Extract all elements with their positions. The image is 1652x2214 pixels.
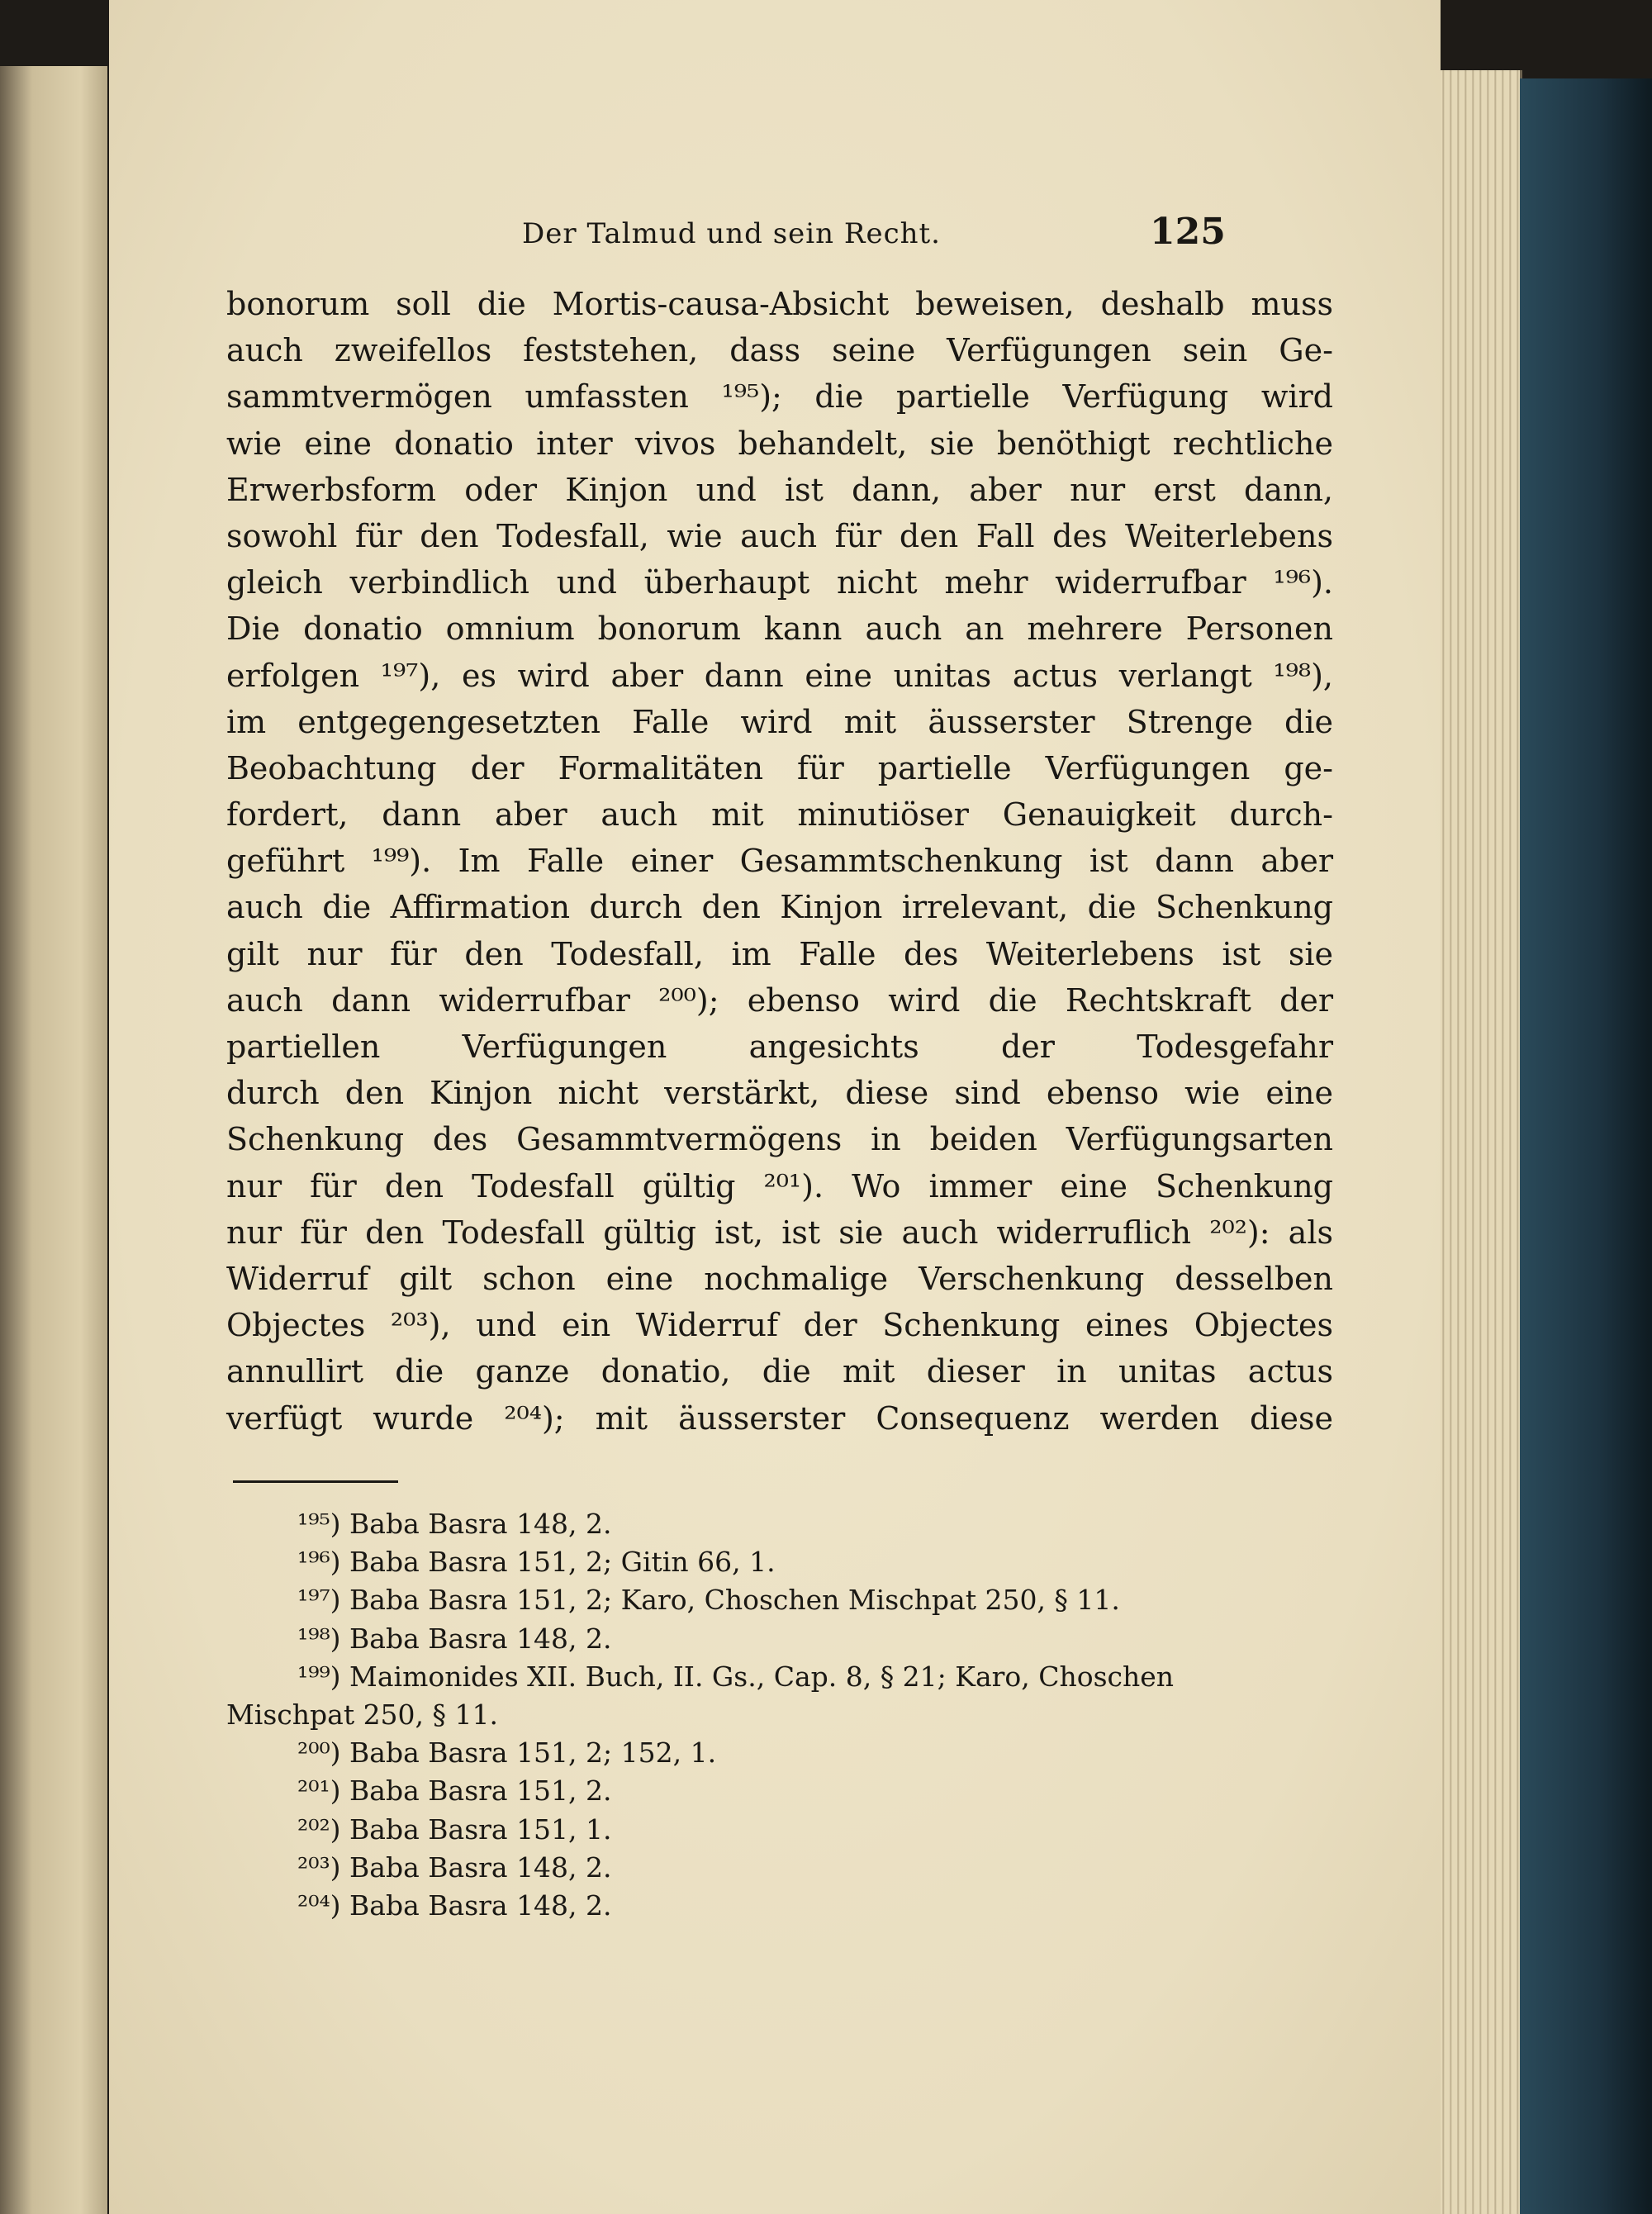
footnotes (226, 1505, 1333, 1925)
text-line: sowohl für den Todesfall, wie auch für den Fall des Weiterlebens (226, 517, 1333, 554)
footnote: ²⁰³) Baba Basra 148, 2. (297, 1851, 612, 1884)
text-line: Beobachtung der Formalitäten für partielle Verfügungen ge- (226, 749, 1333, 786)
text-line: annullirt die ganze donatio, die mit dieser in unitas actus (226, 1353, 1333, 1390)
left-page-edge (0, 66, 107, 2214)
text-line: bonorum soll die Mortis-causa-Absicht beweisen, deshalb muss (226, 286, 1333, 322)
footnote-rule (233, 1480, 398, 1483)
book-page (109, 0, 1441, 2214)
text-line: gleich verbindlich und überhaupt nicht mehr widerrufbar ¹⁹⁶). (226, 564, 1333, 601)
page-stack-edge (1437, 70, 1522, 2214)
page-header (109, 211, 1441, 260)
text-line: nur für den Todesfall gültig ist, ist sie auch widerruflich ²⁰²): als (226, 1214, 1333, 1251)
footnote: ¹⁹⁶) Baba Basra 151, 2; Gitin 66, 1. (297, 1546, 776, 1579)
footnote-continuation: Mischpat 250, § 11. (226, 1698, 499, 1731)
text-line: nur für den Todesfall gültig ²⁰¹). Wo immer eine Schenkung (226, 1167, 1333, 1204)
text-line: Erwerbsform oder Kinjon und ist dann, aber nur erst dann, (226, 471, 1333, 508)
footnote: ²⁰⁴) Baba Basra 148, 2. (297, 1889, 612, 1922)
text-line: auch die Affirmation durch den Kinjon irrelevant, die Schenkung (226, 889, 1333, 926)
text-line: im entgegengesetzten Falle wird mit äusserster Strenge die (226, 703, 1333, 740)
footnote: ²⁰⁰) Baba Basra 151, 2; 152, 1. (297, 1737, 717, 1770)
text-line: Widerruf gilt schon eine nochmalige Verschenkung desselben (226, 1260, 1333, 1297)
text-line: fordert, dann aber auch mit minutiöser Genauigkeit durch- (226, 796, 1333, 834)
text-line: Objectes ²⁰³), und ein Widerruf der Schenkung eines Objectes (226, 1307, 1333, 1344)
text-line: gilt nur für den Todesfall, im Falle des Weiterlebens ist sie (226, 935, 1333, 972)
text-line: auch dann widerrufbar ²⁰⁰); ebenso wird die Rechtskraft der (226, 981, 1333, 1019)
footnote: ¹⁹⁹) Maimonides XII. Buch, II. Gs., Cap. 8, § 21; Karo, Choschen (297, 1660, 1175, 1693)
text-line: wie eine donatio inter vivos behandelt, sie benöthigt rechtliche (226, 425, 1333, 462)
body-text (226, 281, 1333, 1442)
text-line: verfügt wurde ²⁰⁴); mit äusserster Consequenz werden diese (226, 1399, 1333, 1437)
text-line: auch zweifellos feststehen, dass seine Verfügungen sein Ge- (226, 332, 1333, 369)
footnote: ²⁰¹) Baba Basra 151, 2. (297, 1775, 612, 1808)
text-line: partiellen Verfügungen angesichts der Todesgefahr (226, 1029, 1333, 1065)
text-line: Schenkung des Gesammtvermögens in beiden Verfügungsarten (226, 1121, 1333, 1158)
footnote: ¹⁹⁵) Baba Basra 148, 2. (297, 1508, 612, 1540)
text-line: sammtvermögen umfassten ¹⁹⁵); die partielle Verfügung wird (226, 378, 1333, 416)
footnote: ²⁰²) Baba Basra 151, 1. (297, 1813, 612, 1846)
footnote: ¹⁹⁸) Baba Basra 148, 2. (297, 1622, 612, 1655)
text-line: geführt ¹⁹⁹). Im Falle einer Gesammtschenkung ist dann aber (226, 843, 1333, 880)
text-line: durch den Kinjon nicht verstärkt, diese sind ebenso wie eine (226, 1075, 1333, 1112)
page-number: 125 (1150, 211, 1226, 253)
footnote: ¹⁹⁷) Baba Basra 151, 2; Karo, Choschen Mischpat 250, § 11. (297, 1584, 1120, 1617)
book-cover (1520, 78, 1652, 2214)
running-title: Der Talmud und sein Recht. (522, 217, 941, 250)
text-line: erfolgen ¹⁹⁷), es wird aber dann eine unitas actus verlangt ¹⁹⁸), (226, 657, 1333, 694)
text-line: Die donatio omnium bonorum kann auch an mehrere Personen (226, 611, 1333, 648)
